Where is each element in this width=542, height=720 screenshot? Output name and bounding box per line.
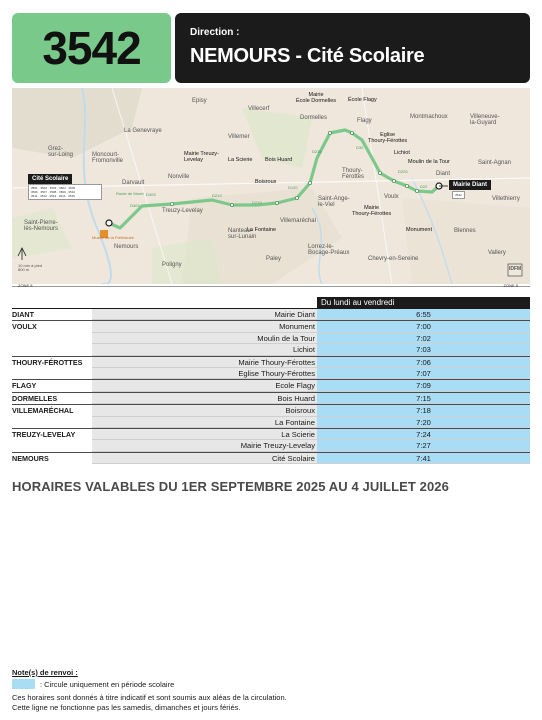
stop-dot-lichiot [392, 179, 395, 182]
stop-label-la-scierie: La Scierie [228, 157, 253, 163]
table-row [12, 333, 530, 344]
direction-header [175, 13, 530, 83]
place-chevry: Chevry-en-Sereine [368, 256, 419, 262]
stop-dot-la-scierie [230, 203, 233, 206]
time-cell: 7:06 [317, 357, 530, 368]
place-grez: Grez- sur-Loing [48, 146, 74, 159]
map-scale: 10 min à pied 800 m [18, 263, 43, 273]
place-treuzy: Treuzy-Levelay [162, 208, 203, 214]
stop-cell: La Fontaine [92, 417, 317, 428]
stop-label-bois-huard: Bois Huard [265, 157, 293, 163]
place-villeneuve: Villeneuve- la-Guyard [470, 114, 500, 127]
stop-dot-flagy [350, 131, 353, 134]
stop-cell: Bois Huard [92, 393, 317, 404]
time-cell: 7:07 [317, 368, 530, 379]
stop-cell: Eglise Thoury-Férottes [92, 368, 317, 379]
place-saint-agnan: Saint-Agnan [478, 160, 512, 166]
time-cell: 7:24 [317, 429, 530, 440]
place-lorrez: Lorrez-le- Bocage-Préaux [308, 244, 350, 257]
table-row [12, 309, 530, 320]
time-cell: 7:20 [317, 417, 530, 428]
time-cell: 7:18 [317, 405, 530, 416]
time-cell: 7:02 [317, 333, 530, 344]
place-flagy: Flagy [357, 118, 372, 124]
place-nonville: Nonville [168, 174, 190, 180]
place-episy: Episy [192, 98, 207, 104]
disclaimer-line: Ces horaires sont donnés à titre indicatif et sont soumis aux aléas de la circulation. [12, 693, 287, 702]
time-cell: 7:09 [317, 380, 530, 391]
stop-cell: Lichiot [92, 344, 317, 355]
commune-cell: DIANT [12, 309, 92, 320]
terminus-label-cite-scolaire[interactable]: Cité Scolaire [28, 174, 72, 184]
school-period-swatch [12, 679, 35, 689]
commune-cell [12, 440, 92, 451]
place-thoury: Thoury- Férottes [342, 168, 365, 181]
road-label: D403 [130, 203, 140, 208]
road-label: D30 [356, 145, 364, 150]
road-label: D22 [420, 184, 428, 189]
place-nemours: Nemours [114, 244, 139, 250]
place-saint-ange: Saint-Ange- le-Viel [318, 196, 350, 209]
road-label: D218 [312, 149, 322, 154]
place-voulx: Voulx [384, 194, 399, 200]
road-label: D225 [398, 169, 408, 174]
time-cell: 7:00 [317, 321, 530, 332]
line-number: 3542 [42, 22, 141, 74]
commune-cell: DORMELLES [12, 393, 92, 404]
notes-title: Note(s) de renvoi : [12, 668, 78, 677]
terminus-lines-row: 3501 · 3502 · 3503 · 3504 · 3505 [31, 186, 76, 190]
time-cell: 7:27 [317, 440, 530, 451]
timetable-header [12, 297, 530, 309]
terminus-label-mairie-diant[interactable]: Mairie Diant [449, 180, 491, 190]
time-cell: 7:15 [317, 393, 530, 404]
timetable-rows [12, 309, 530, 464]
terminus-lines-row: 3511 · 3512 · 3513 · 3514 · 3515 [31, 194, 75, 198]
terminus-lines-cite-scolaire [28, 184, 102, 200]
stop-cell: Ecole Flagy [92, 380, 317, 391]
table-row [12, 368, 530, 379]
commune-cell [12, 344, 92, 355]
table-row [12, 417, 530, 428]
terminus-lines-row: 3506 · 3507 · 3508 · 3509 · 3510 [31, 190, 76, 194]
stop-cell: Mairie Diant [92, 309, 317, 320]
table-row [12, 356, 530, 368]
stop-label-monument: Monument [406, 227, 432, 233]
place-saint-pierre: Saint-Pierre- lès-Nemours [24, 220, 59, 233]
stop-dot-dormelles [328, 131, 331, 134]
line-number-badge [12, 13, 171, 83]
road-label: D219 [212, 193, 222, 198]
stop-dot-monument [415, 189, 418, 192]
table-row [12, 428, 530, 440]
road-label: Route de Moret [116, 191, 144, 196]
place-darvault: Darvault [122, 180, 145, 186]
brand-text: IDFM [509, 266, 522, 272]
commune-cell: VOULX [12, 321, 92, 332]
place-diant: Diant [436, 171, 451, 177]
commune-cell [12, 417, 92, 428]
school-period-note: : Circule uniquement en période scolaire [40, 680, 175, 689]
place-villethierry: Villethierry [492, 196, 520, 202]
road-label: D120 [288, 185, 298, 190]
place-paley: Paley [266, 256, 282, 262]
zone-bar [12, 283, 530, 289]
stop-cell: Moulin de la Tour [92, 333, 317, 344]
commune-cell: VILLEMARÉCHAL [12, 405, 92, 416]
commune-cell [12, 333, 92, 344]
stop-label-mairie-thoury: Mairie Thoury-Férottes [352, 205, 392, 217]
terminus-lines-diant: 3542 [452, 191, 465, 199]
validity-period: HORAIRES VALABLES DU 1ER SEPTEMBRE 2025 AU 4 JUILLET 2026 [12, 479, 449, 494]
stop-cell: La Scierie [92, 429, 317, 440]
table-row [12, 344, 530, 355]
stop-dot-bois-huard [308, 181, 311, 184]
stop-cell: Boisroux [92, 405, 317, 416]
table-row [12, 404, 530, 416]
table-row [12, 452, 530, 464]
commune-cell: FLAGY [12, 380, 92, 391]
place-vallery: Vallery [488, 250, 506, 256]
place-moncourt: Moncourt- Fromonville [92, 152, 124, 165]
stop-label-la-fontaine: La Fontaine [247, 227, 277, 233]
stop-cell: Mairie Thoury-Férottes [92, 357, 317, 368]
table-row [12, 379, 530, 391]
time-cell: 6:55 [317, 309, 530, 320]
row-divider [92, 463, 530, 464]
stop-label-moulin-tour: Moulin de la Tour [408, 159, 450, 165]
road-label: D403 [146, 192, 156, 197]
place-poligny: Poligny [162, 262, 182, 268]
table-row [12, 392, 530, 404]
time-cell: 7:03 [317, 344, 530, 355]
commune-cell [12, 368, 92, 379]
stop-dot-mairie-treuzy [170, 202, 173, 205]
place-villemer: Villemer [228, 134, 250, 140]
stop-label-eglise-thoury: Eglise Thoury-Férottes [368, 132, 408, 144]
stop-label-ecole-flagy: École Flagy [348, 97, 377, 103]
table-row [12, 440, 530, 451]
place-musee: Musée de la Préhistoire [92, 235, 135, 240]
direction-label: Direction : [190, 27, 240, 38]
place-montmachoux: Montmachoux [410, 114, 448, 120]
stop-label-boisroux: Boisroux [255, 179, 277, 185]
zone-divider [12, 286, 530, 287]
stop-dot-moulin [405, 184, 408, 187]
terminus-dot-cite-scolaire [106, 220, 112, 226]
stop-label-mairie-treuzy: Mairie Treuzy- Levelay [184, 151, 219, 163]
day-header: Du lundi au vendredi [317, 297, 530, 308]
stop-cell: Mairie Treuzy-Levelay [92, 440, 317, 451]
stop-dot-boisroux [295, 196, 298, 199]
commune-cell: NEMOURS [12, 453, 92, 464]
time-cell: 7:41 [317, 453, 530, 464]
road-label: D219 [252, 200, 262, 205]
commune-cell: THOURY-FÉROTTES [12, 357, 92, 368]
place-villecerf: Villecerf [248, 106, 270, 112]
stop-cell: Cité Scolaire [92, 453, 317, 464]
route-map[interactable] [12, 88, 530, 284]
place-villemarechal: Villemaréchal [280, 218, 316, 224]
table-row [12, 320, 530, 332]
place-la-genevraye: La Genevraye [124, 128, 162, 134]
stop-label-lichiot: Lichiot [394, 150, 410, 156]
commune-cell: TREUZY-LEVELAY [12, 429, 92, 440]
no-service-line: Cette ligne ne fonctionne pas les samedis, dimanches et jours fériés. [12, 703, 241, 712]
direction-destination: NEMOURS - Cité Scolaire [190, 45, 425, 67]
zone-label-right: ZONE 5 [503, 283, 518, 288]
stop-dot-la-fontaine [275, 201, 278, 204]
place-blennes: Blennes [454, 228, 476, 234]
stop-cell: Monument [92, 321, 317, 332]
timetable [12, 297, 530, 464]
stop-dot-eglise-thoury [378, 171, 381, 174]
place-dormelles: Dormelles [300, 115, 328, 121]
zone-label-left: ZONE 5 [18, 283, 33, 288]
stop-label-mairie-ecole-dormelles: Mairie École Dormelles [296, 92, 337, 104]
place-nanteau: Nanteau- sur-Lunain [228, 228, 257, 241]
